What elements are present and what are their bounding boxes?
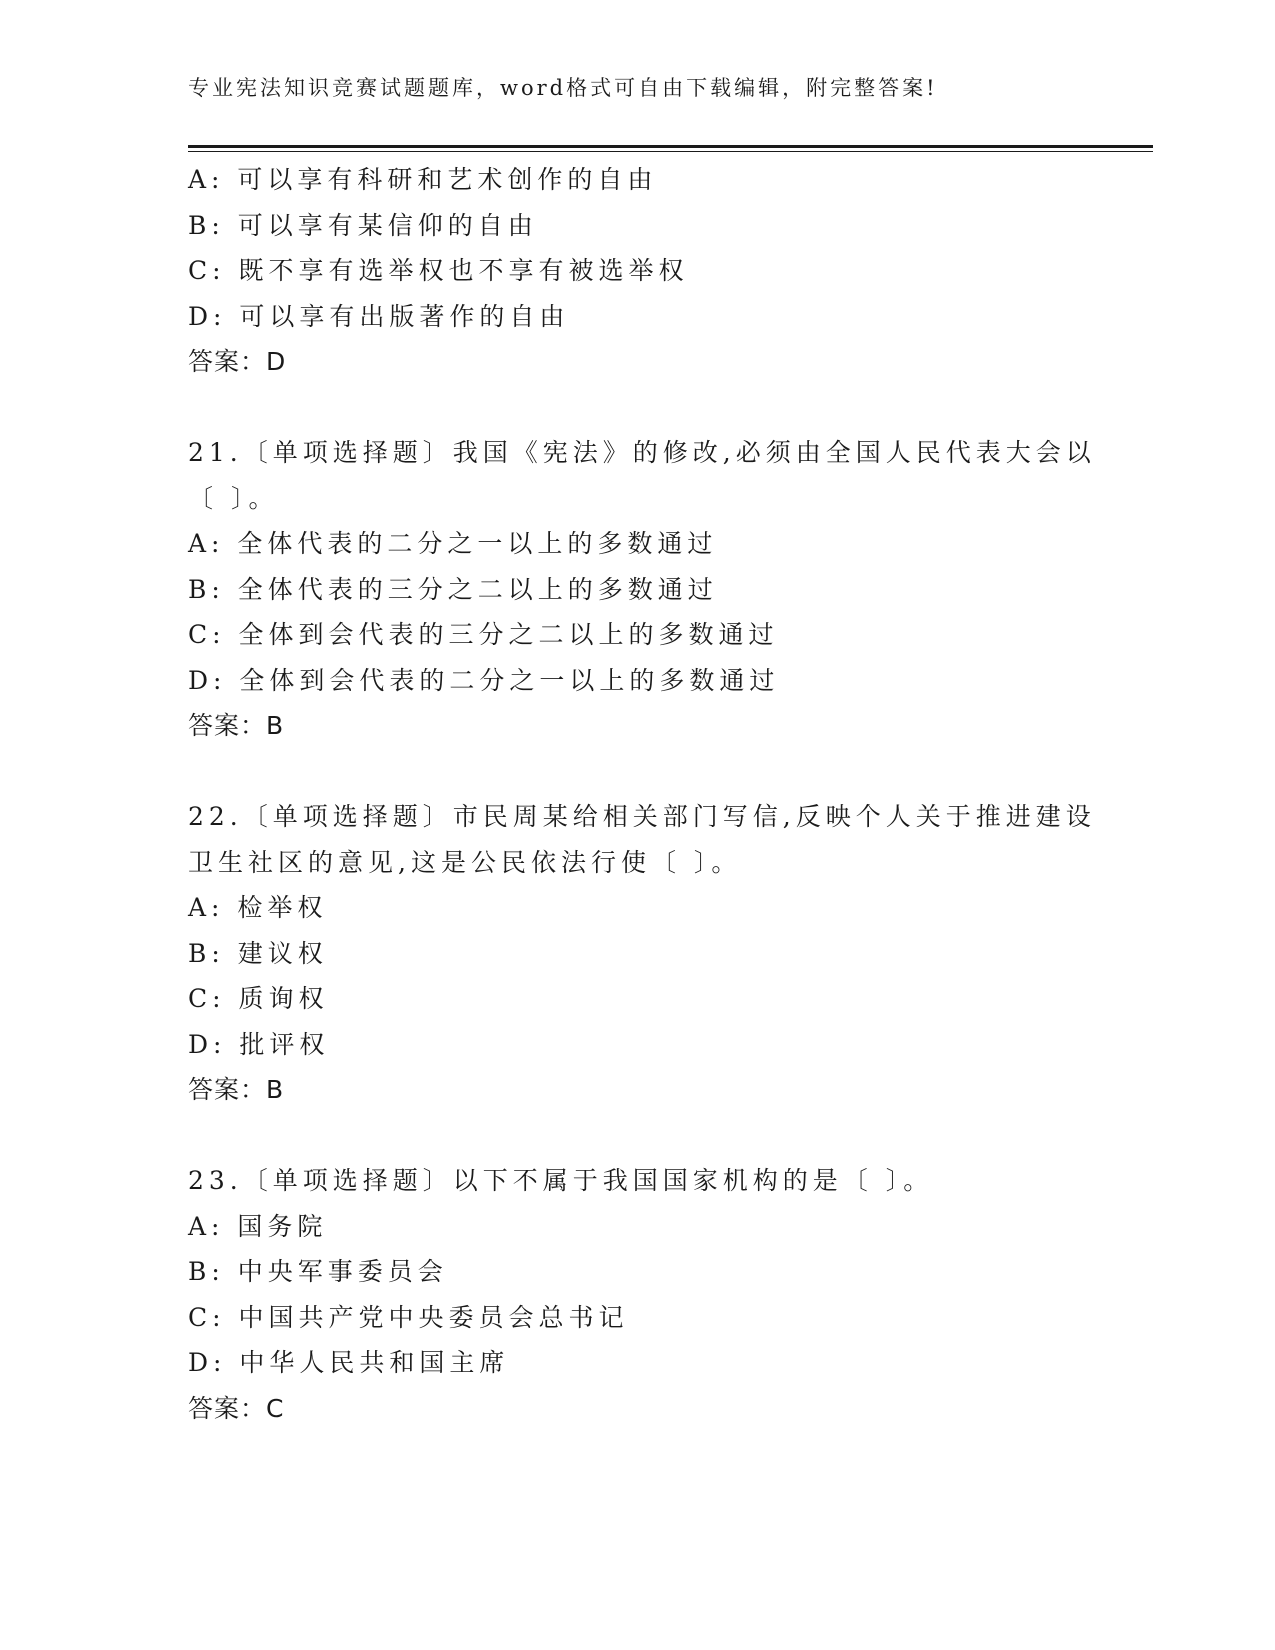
option-a: A: 检举权 bbox=[188, 893, 328, 922]
question-stem: 22.〔单项选择题〕市民周某给相关部门写信,反映个人关于推进建设 bbox=[188, 802, 1096, 831]
option-c: C: 质询权 bbox=[188, 984, 329, 1013]
option-d: D: 可以享有出版著作的自由 bbox=[188, 301, 570, 331]
header-rule-thick bbox=[188, 145, 1153, 148]
question-stem-continued: 〔 〕。 bbox=[188, 483, 279, 513]
answer-line: 答案：D bbox=[188, 347, 287, 376]
option-c: C: 中国共产党中央委员会总书记 bbox=[188, 1302, 629, 1332]
option-b: B: 全体代表的三分之二以上的多数通过 bbox=[188, 574, 718, 604]
question-stem: 23.〔单项选择题〕以下不属于我国国家机构的是〔 〕。 bbox=[188, 1166, 934, 1195]
option-b: B: 中央军事委员会 bbox=[188, 1257, 448, 1286]
option-a: A: 全体代表的二分之一以上的多数通过 bbox=[188, 529, 718, 558]
answer-line: 答案：B bbox=[188, 711, 285, 740]
spacer bbox=[188, 749, 1128, 795]
answer-line: 答案：C bbox=[188, 1393, 285, 1423]
question-stem-continued: 卫生社区的意见,这是公民依法行使〔 〕。 bbox=[188, 847, 742, 877]
question-23 bbox=[188, 1158, 1128, 1431]
lead-question-block bbox=[188, 157, 1128, 385]
option-c: C: 全体到会代表的三分之二以上的多数通过 bbox=[188, 620, 779, 649]
option-b: B: 建议权 bbox=[188, 938, 328, 968]
document-body bbox=[188, 157, 1128, 1431]
answer-line: 答案：B bbox=[188, 1075, 285, 1104]
option-d: D: 全体到会代表的二分之一以上的多数通过 bbox=[188, 665, 780, 695]
option-d: D: 中华人民共和国主席 bbox=[188, 1348, 510, 1377]
spacer bbox=[188, 1113, 1128, 1159]
question-21 bbox=[188, 430, 1128, 749]
option-d: D: 批评权 bbox=[188, 1029, 330, 1059]
header-rule-thin bbox=[188, 151, 1153, 152]
option-b: B: 可以享有某信仰的自由 bbox=[188, 210, 538, 240]
question-stem: 21.〔单项选择题〕我国《宪法》的修改,必须由全国人民代表大会以 bbox=[188, 438, 1096, 467]
spacer bbox=[188, 385, 1128, 431]
page-header: 专业宪法知识竞赛试题题库，word格式可自由下载编辑，附完整答案! bbox=[188, 76, 938, 100]
option-a: A: 国务院 bbox=[188, 1211, 328, 1241]
option-a: A: 可以享有科研和艺术创作的自由 bbox=[188, 165, 658, 194]
option-c: C: 既不享有选举权也不享有被选举权 bbox=[188, 256, 689, 285]
question-22 bbox=[188, 794, 1128, 1113]
